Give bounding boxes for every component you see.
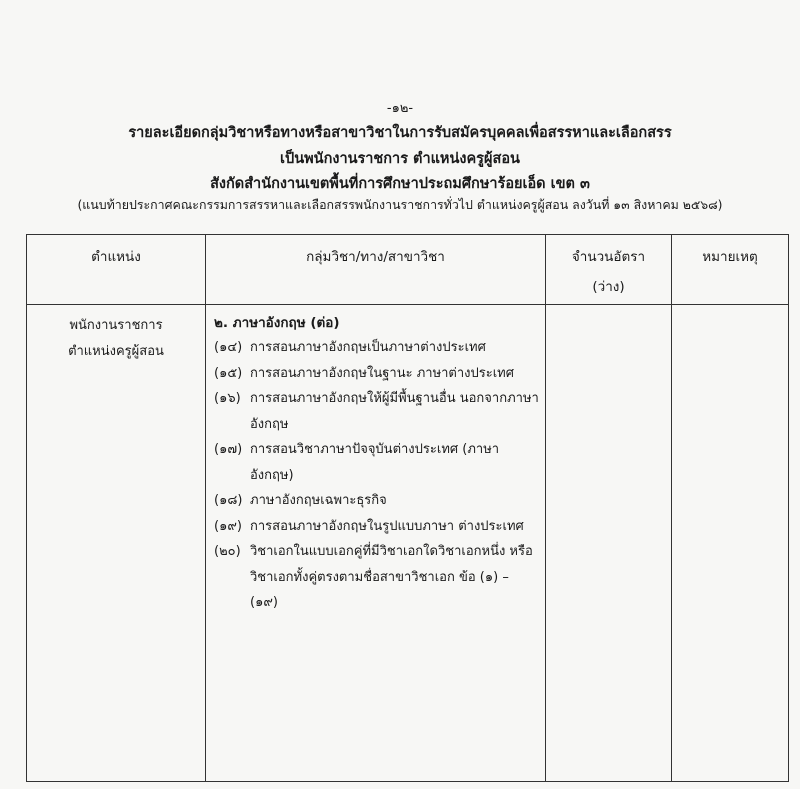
document-agency: สังกัดสำนักงานเขตพื้นที่การศึกษาประถมศึกษาร้อยเอ็ด เขต ๓ [210,176,590,192]
subject-item [214,514,539,540]
header-position: ตำแหน่ง [27,235,206,305]
subject-item-number: (๑๘) [214,493,243,508]
subject-table [26,234,789,782]
subject-item-text: ภาษาอังกฤษเฉพาะธุรกิจ [250,493,387,508]
document-subtitle: เป็นพนักงานราชการ ตำแหน่งครูผู้สอน [280,151,520,167]
position-line1: พนักงานราชการ [69,318,163,333]
count-cell [546,305,672,782]
subject-item-number: (๑๙) [214,518,242,534]
position-line2: ตำแหน่งครูผู้สอน [68,344,164,359]
subject-item-text: การสอนวิชาภาษาปัจจุบันต่างประเทศ (ภาษาอังกฤษ) [250,442,500,483]
position-cell [27,305,206,782]
subject-cell [206,305,546,782]
subject-item [214,386,539,437]
subject-item [214,539,539,616]
subject-item [214,437,539,488]
subject-item-number: (๑๖) [214,391,241,406]
header-count [546,235,672,305]
subject-item-number: (๑๔) [214,340,243,355]
header-count-line2: (ว่าง) [592,279,625,295]
header-count-line1: จำนวนอัตรา [571,249,646,265]
remark-cell [672,305,789,782]
header-remark: หมายเหตุ [672,235,789,305]
table-header-row [27,235,789,305]
document-title: รายละเอียดกลุ่มวิชาหรือทางหรือสาขาวิชาในการรับสมัครบุคคลเพื่อสรรหาและเลือกสรร [128,125,672,141]
subject-item-text: การสอนภาษาอังกฤษในฐานะ ภาษาต่างประเทศ [250,365,515,381]
subject-item [214,335,539,361]
subject-item-number: (๒๐) [214,544,241,559]
subject-item [214,361,539,387]
subject-item-text: การสอนภาษาอังกฤษให้ผู้มีพื้นฐานอื่น นอกจากภาษาอังกฤษ [250,391,539,432]
page-number: -๑๒- [386,101,414,116]
subject-item-number: (๑๕) [214,365,243,381]
header-subject: กลุ่มวิชา/ทาง/สาขาวิชา [206,235,546,305]
subject-item-text: วิชาเอกในแบบเอกคู่ที่มีวิชาเอกใดวิชาเอกหนึ่ง หรือวิชาเอกทั้งคู่ตรงตามชื่อสาขาวิชาเอก ข้อ (๑) – (๑๙) [250,544,533,610]
document-note: (แนบท้ายประกาศคณะกรรมการสรรหาและเลือกสรรพนักงานราชการทั่วไป ตำแหน่งครูผู้สอน ลงวันที่ ๑๓ สิงหาคม ๒๕๖๘) [77,197,723,212]
subject-item-text: การสอนภาษาอังกฤษในรูปแบบภาษา ต่างประเทศ [250,518,524,534]
subject-item-number: (๑๗) [214,442,243,457]
subject-item-text: การสอนภาษาอังกฤษเป็นภาษาต่างประเทศ [250,340,486,355]
subject-item [214,488,539,514]
subject-list [214,335,539,616]
category-title: ๒. ภาษาอังกฤษ (ต่อ) [214,315,340,331]
table-row [27,305,789,782]
